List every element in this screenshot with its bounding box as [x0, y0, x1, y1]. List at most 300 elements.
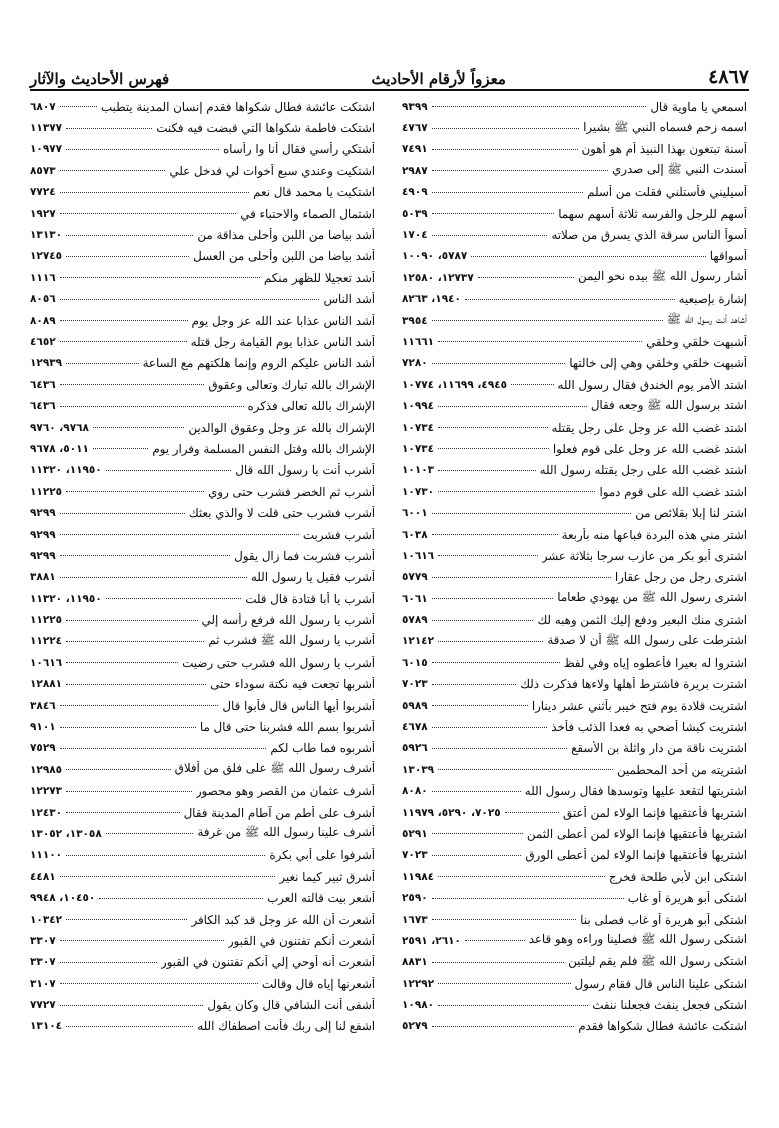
hadith-number: ٣٩٥٤ — [402, 314, 428, 327]
left-column — [30, 96, 375, 1037]
dot-leader — [438, 641, 543, 642]
index-entry — [30, 481, 375, 502]
index-entry — [30, 973, 375, 994]
dot-leader — [66, 662, 178, 663]
index-entry — [402, 866, 747, 887]
index-entry — [402, 609, 747, 630]
dot-leader — [66, 491, 204, 492]
hadith-incipit: أشد بياضا من اللبن وأحلى من العسل — [193, 249, 375, 264]
hadith-number: ١٢٧٤٥ — [30, 250, 63, 263]
index-entry — [402, 567, 747, 588]
index-entry — [30, 374, 375, 395]
hadith-number: ٩٢٩٩ — [30, 549, 56, 562]
index-entry — [402, 674, 747, 695]
hadith-incipit: اشتكت عائشة فطال شكواها فقدم إنسان المدينة يتطبب — [100, 99, 375, 114]
hadith-incipit: أشرب يا رسول الله ﷺ فشرب ثم — [208, 632, 375, 647]
dot-leader — [432, 235, 548, 236]
hadith-incipit: اشترى رسول الله ﷺ من يهودي طعاما — [557, 590, 747, 605]
index-entry — [402, 759, 747, 780]
dot-leader — [93, 448, 148, 449]
index-entry — [30, 139, 375, 160]
dot-leader — [505, 812, 559, 813]
section-title: معزواً لأرقام الأحاديث — [371, 70, 506, 88]
index-entry — [30, 460, 375, 481]
hadith-number: ١٢٨٨١ — [30, 678, 63, 691]
hadith-incipit: اشترت بريرة فاشترط أهلها ولاءها فذكرت ذلك — [520, 677, 747, 692]
hadith-number: ٤٩٤٥، ١١٦٩٩، ١٠٧٧٤ — [402, 378, 508, 391]
dot-leader — [66, 1026, 193, 1027]
hadith-number: ٧٧٢٧ — [30, 999, 56, 1012]
hadith-number: ١٠١٠٣ — [402, 464, 435, 477]
hadith-number: ٢٥٩٠ — [402, 892, 428, 905]
hadith-incipit: أشد تعجيلا للظهر منكم — [263, 270, 375, 285]
hadith-number: ٥٧٨٧، ١٠٠٩٠ — [402, 250, 468, 263]
hadith-incipit: أشار رسول الله ﷺ بيده نحو اليمن — [578, 269, 747, 284]
dot-leader — [438, 769, 613, 770]
dot-leader — [465, 940, 525, 941]
hadith-incipit: الإشراك بالله تعالى فذكره — [247, 399, 375, 414]
dot-leader — [60, 320, 188, 321]
dot-leader — [60, 962, 157, 963]
hadith-number: ١٧٠٤ — [402, 229, 428, 242]
hadith-incipit: أشبهت خلقي وخلقي — [646, 334, 747, 349]
hadith-number: ٨٥٧٣ — [30, 164, 56, 177]
hadith-incipit: اشتر لنا إبلا بقلائص من — [635, 506, 747, 521]
hadith-incipit: أشفى أنت الشافي قال وكان يقول — [207, 998, 375, 1013]
hadith-incipit: اشتكيت وعندي سبع أخوات لي فدخل علي — [169, 163, 375, 178]
hadith-incipit: أشاهد أنت رسول الله ﷺ — [666, 312, 747, 327]
index-entry — [30, 246, 375, 267]
index-entry — [30, 588, 375, 609]
dot-leader — [66, 812, 180, 813]
hadith-number: ١١٩٨٤ — [402, 870, 435, 883]
hadith-incipit: اشتروا له بعيرا فأعطوه إياه وفي لفظ — [563, 655, 747, 670]
dot-leader — [432, 833, 523, 834]
index-entry — [30, 609, 375, 630]
index-entry — [30, 631, 375, 652]
dot-leader — [432, 598, 554, 599]
index-entry — [402, 781, 747, 802]
hadith-incipit: اشتريت كبشا أضحي به فعدا الذئب فأخذ — [551, 720, 747, 735]
hadith-number: ١١٢٢٥ — [30, 614, 63, 627]
dot-leader — [432, 919, 577, 920]
hadith-number: ١١١٠٠ — [30, 849, 63, 862]
hadith-incipit: أشد الناس — [323, 292, 375, 307]
hadith-incipit: أشربها تجعت فيه نكتة سوداء حتى — [210, 677, 375, 692]
hadith-number: ٧٢٨٠ — [402, 357, 428, 370]
dot-leader — [438, 491, 595, 492]
hadith-number: ٤٧٦٧ — [402, 122, 428, 135]
hadith-number: ١٣١٠٤ — [30, 1020, 63, 1033]
hadith-number: ٤٦٥٢ — [30, 335, 56, 348]
hadith-incipit: الإشراك بالله وقتل النفس المسلمة وفرار يوم — [152, 441, 375, 456]
hadith-number: ١١١٦ — [30, 271, 56, 284]
hadith-incipit: اشتريت ناقة من دار واثلة بن الأسقع — [571, 741, 747, 756]
hadith-number: ١١٦٦١ — [402, 335, 435, 348]
dot-leader — [432, 898, 624, 899]
hadith-number: ١٠٩٩٤ — [402, 400, 435, 413]
hadith-number: ١١٢٢٥ — [30, 485, 63, 498]
hadith-incipit: اسمه زحم فسماه النبي ﷺ بشيرا — [583, 119, 747, 134]
index-entry — [30, 331, 375, 352]
dot-leader — [66, 684, 206, 685]
book-title: فهرس الأحاديث والآثار — [30, 70, 170, 88]
hadith-number: ٦٤٣٦ — [30, 378, 56, 391]
dot-leader — [471, 256, 705, 257]
hadith-incipit: اشتكى فجعل ينفث فجعلنا ننفث — [592, 998, 747, 1013]
hadith-incipit: أشرب يا رسول الله فشرب حتى رضيت — [182, 655, 375, 670]
hadith-incipit: أشعرنها إياه قال وقالت — [261, 976, 375, 991]
index-entry — [30, 395, 375, 416]
hadith-incipit: أشرب فشرب حتى قلت لا والذي بعثك — [188, 506, 375, 521]
hadith-incipit: اشتد غضب الله عز وجل على رجل يقتله — [551, 420, 747, 435]
hadith-number: ١٩٤٠، ٨٢٦٣ — [402, 293, 461, 306]
hadith-incipit: أشرفوا على أبي بكرة — [269, 848, 375, 863]
index-entry — [402, 139, 747, 160]
dot-leader — [60, 192, 250, 193]
hadith-number: ١٠٧٣٤ — [402, 442, 435, 455]
hadith-number: ٣٨٤٦ — [30, 699, 56, 712]
right-column — [402, 96, 747, 1037]
index-entry — [30, 716, 375, 737]
dot-leader — [60, 748, 267, 749]
dot-leader — [60, 106, 97, 107]
hadith-number: ١٣٠٣٩ — [402, 763, 435, 776]
hadith-number: ٥٧٧٩ — [402, 571, 428, 584]
dot-leader — [99, 898, 263, 899]
hadith-incipit: اشتد غضب الله على قوم دموا — [599, 484, 747, 499]
index-entry — [402, 417, 747, 438]
hadith-number: ١١٣٧٧ — [30, 122, 63, 135]
hadith-incipit: اشتكت عائشة فطال شكواها فقدم — [578, 1019, 747, 1034]
hadith-number: ٦٠١٥ — [402, 656, 428, 669]
index-entry — [402, 952, 747, 973]
dot-leader — [66, 363, 139, 364]
dot-leader — [432, 192, 583, 193]
hadith-number: ٥٢٧٩ — [402, 1020, 428, 1033]
dot-leader — [106, 470, 232, 471]
dot-leader — [438, 876, 605, 877]
hadith-incipit: اشترى منك البعير ودفع إليك الثمن وهبه لك — [537, 613, 747, 628]
index-entry — [30, 802, 375, 823]
index-entry — [402, 96, 747, 117]
hadith-incipit: أشعرت أنكم تفتنون في القبور — [227, 933, 375, 948]
hadith-incipit: أشرب يا رسول الله فرفع رأسه إلي — [201, 613, 375, 628]
hadith-number: ١١٩٥٠، ١١٣٢٠ — [30, 464, 102, 477]
index-entry — [402, 994, 747, 1015]
hadith-number: ٩٢٩٩ — [30, 528, 56, 541]
hadith-number: ١٠٦١٦ — [30, 656, 63, 669]
index-entry — [30, 1016, 375, 1037]
dot-leader — [432, 855, 522, 856]
hadith-incipit: أشد الناس عليكم الروم وإنما هلكتهم مع الساعة — [142, 356, 375, 371]
hadith-incipit: اسمعي يا ماوية قال — [650, 99, 747, 114]
dot-leader — [432, 128, 579, 129]
index-entry — [402, 695, 747, 716]
hadith-incipit: اشتمال الصماء والاحتباء في — [240, 206, 375, 221]
dot-leader — [60, 513, 185, 514]
dot-leader — [66, 769, 171, 770]
hadith-number: ٨٠٨٠ — [402, 785, 428, 798]
hadith-incipit: أشربوه فما طاب لكم — [270, 741, 375, 756]
index-entry — [30, 545, 375, 566]
hadith-number: ٨٨٣١ — [402, 956, 428, 969]
index-entry — [402, 460, 747, 481]
hadith-number: ١٠٧٣٤ — [402, 421, 435, 434]
index-entry — [402, 631, 747, 652]
index-entry — [30, 438, 375, 459]
hadith-number: ١٢٩٨٥ — [30, 763, 63, 776]
index-entry — [30, 224, 375, 245]
index-entry — [30, 952, 375, 973]
index-entry — [30, 117, 375, 138]
dot-leader — [60, 876, 276, 877]
dot-leader — [465, 299, 675, 300]
index-entry — [30, 759, 375, 780]
hadith-number: ٧٠٢٣ — [402, 849, 428, 862]
index-entry — [30, 310, 375, 331]
hadith-number: ٣١٠٧ — [30, 977, 56, 990]
hadith-incipit: أشد الناس عذابا عند الله عز وجل يوم — [191, 313, 375, 328]
hadith-incipit: اشتكى أبو هريرة أو غاب فصلى بنا — [580, 912, 747, 927]
hadith-number: ١٣١٣٠ — [30, 229, 63, 242]
dot-leader — [60, 213, 237, 214]
hadith-number: ٧٧٢٤ — [30, 186, 56, 199]
index-entry — [30, 652, 375, 673]
dot-leader — [432, 748, 568, 749]
hadith-incipit: اشتكى رسول الله ﷺ فلم يقم ليلتين — [568, 953, 747, 968]
hadith-incipit: اشفع لنا إلى ربك فأنت اصطفاك الله — [197, 1019, 375, 1034]
dot-leader — [478, 277, 574, 278]
hadith-incipit: أشرف على أطم من آطام المدينة فقال — [183, 805, 375, 820]
index-entry — [402, 802, 747, 823]
index-entry — [402, 738, 747, 759]
hadith-incipit: أشد بياضا من اللبن وأحلى مذاقة من — [197, 228, 375, 243]
index-entry — [402, 438, 747, 459]
dot-leader — [432, 620, 534, 621]
hadith-number: ٥٠١١، ٩٦٧٨ — [30, 442, 89, 455]
hadith-number: ١١٢٢٤ — [30, 635, 63, 648]
index-entry — [30, 823, 375, 844]
hadith-incipit: أسيليني فأستلني فقلت من أسلم — [587, 185, 747, 200]
hadith-number: ١٦٧٣ — [402, 913, 428, 926]
hadith-number: ٧٠٢٣ — [402, 678, 428, 691]
index-entry — [402, 182, 747, 203]
page-number: ٤٨٦٧ — [708, 66, 749, 88]
hadith-number: ١٠٧٣٠ — [402, 485, 435, 498]
index-entry — [402, 353, 747, 374]
hadith-number: ٣٨٨١ — [30, 571, 56, 584]
dot-leader — [60, 983, 258, 984]
dot-leader — [432, 684, 517, 685]
hadith-number: ٦٠٣٨ — [402, 528, 428, 541]
hadith-incipit: أسوأ الناس سرقة الذي يسرق من صلاته — [551, 228, 747, 243]
hadith-incipit: أشرف عثمان من القصر وهو محصور — [195, 784, 375, 799]
dot-leader — [432, 662, 560, 663]
index-entry — [30, 567, 375, 588]
hadith-incipit: أشعر بيت قالته العرب — [267, 891, 375, 906]
hadith-incipit: اشتكى ابن لأبي طلحة فخرج — [608, 869, 747, 884]
hadith-incipit: اشتكى أبو هريرة أو غاب — [627, 891, 747, 906]
dot-leader — [93, 427, 184, 428]
hadith-incipit: اشترى رجل من رجل عقارا — [614, 570, 747, 585]
hadith-number: ٦٠٠١ — [402, 507, 428, 520]
dot-leader — [106, 598, 242, 599]
hadith-number: ١٩٢٧ — [30, 207, 56, 220]
hadith-incipit: أشربوا أيها الناس قال فأبوا قال — [222, 698, 375, 713]
hadith-incipit: أشرق ثبير كيما نغير — [279, 869, 375, 884]
hadith-number: ٥٢٩١ — [402, 827, 428, 840]
index-entry — [402, 930, 747, 951]
hadith-number: ١٠٩٧٧ — [30, 143, 63, 156]
dot-leader — [432, 534, 558, 535]
hadith-number: ٨٠٨٩ — [30, 314, 56, 327]
hadith-incipit: اشتريتها لتقعد عليها وتوسدها فقال رسول الله — [524, 784, 747, 799]
dot-leader — [432, 727, 548, 728]
dot-leader — [60, 170, 166, 171]
page-header — [30, 62, 749, 88]
hadith-number: ٨٠٥٦ — [30, 293, 56, 306]
hadith-number: ٥٩٨٩ — [402, 699, 428, 712]
dot-leader — [66, 919, 187, 920]
dot-leader — [66, 620, 197, 621]
dot-leader — [432, 149, 578, 150]
dot-leader — [60, 727, 196, 728]
dot-leader — [432, 705, 528, 706]
hadith-incipit: أسواقها — [709, 249, 747, 264]
hadith-incipit: إشارة بإصبعيه — [678, 292, 747, 307]
hadith-incipit: اشترطت على رسول الله ﷺ أن لا صدقة — [547, 632, 747, 647]
hadith-incipit: اشتد غضب الله على رجل يقتله رسول الله — [539, 463, 747, 478]
index-entry — [402, 502, 747, 523]
index-entry — [30, 502, 375, 523]
hadith-number: ٥٩٢٦ — [402, 742, 428, 755]
hadith-number: ١٠٩٨٠ — [402, 999, 435, 1012]
index-entry — [402, 588, 747, 609]
index-entry — [402, 481, 747, 502]
hadith-incipit: أشرب فشربت فما زال يقول — [234, 548, 375, 563]
hadith-incipit: اشتكى رسول الله ﷺ فصلينا وراءه وهو قاعد — [528, 932, 747, 947]
hadith-incipit: أشبهت خلقي وخلقي وهي إلى خالتها — [569, 356, 747, 371]
hadith-number: ٤٩٠٩ — [402, 186, 428, 199]
hadith-number: ٢٩٨٧ — [402, 164, 428, 177]
dot-leader — [60, 341, 187, 342]
hadith-incipit: اشتكى علينا الناس قال فقام رسول — [574, 976, 747, 991]
hadith-incipit: اشتد برسول الله ﷺ وجعه فقال — [590, 397, 747, 412]
hadith-number: ٥٠٣٩ — [402, 207, 428, 220]
index-entry — [30, 182, 375, 203]
hadith-number: ٩٣٩٩ — [402, 100, 428, 113]
hadith-incipit: أشرب فشربت — [302, 527, 375, 542]
dot-leader — [60, 555, 231, 556]
index-entry — [402, 267, 747, 288]
index-entry — [402, 887, 747, 908]
dot-leader — [60, 384, 205, 385]
index-entry — [30, 887, 375, 908]
dot-leader — [66, 791, 192, 792]
index-entry — [30, 674, 375, 695]
dot-leader — [432, 513, 631, 514]
index-entry — [30, 738, 375, 759]
hadith-incipit: اشتد غضب الله عز وجل على قوم فعلوا — [552, 441, 747, 456]
hadith-incipit: اشتكيت يا محمد قال نعم — [253, 185, 375, 200]
index-entry — [30, 160, 375, 181]
dot-leader — [511, 384, 554, 385]
hadith-number: ٥٧٨٩ — [402, 614, 428, 627]
hadith-number: ٤٤٨١ — [30, 870, 56, 883]
dot-leader — [432, 962, 565, 963]
hadith-incipit: اشتريها فأعتقيها فإنما الولاء لمن أعطى الورق — [525, 848, 747, 863]
index-entry — [402, 203, 747, 224]
index-entry — [402, 909, 747, 930]
hadith-number: ٣٣٠٧ — [30, 956, 56, 969]
dot-leader — [66, 641, 204, 642]
hadith-number: ١٢١٤٢ — [402, 635, 435, 648]
hadith-number: ١٢٢٩٢ — [402, 977, 435, 990]
index-entry — [402, 224, 747, 245]
hadith-incipit: أشرب يا أبا قتادة قال قلت — [245, 591, 375, 606]
index-entry — [402, 246, 747, 267]
dot-leader — [432, 213, 555, 214]
dot-leader — [66, 128, 152, 129]
dot-leader — [438, 448, 549, 449]
header-rule — [30, 89, 749, 91]
dot-leader — [60, 705, 219, 706]
index-entry — [402, 160, 747, 181]
hadith-incipit: أشعرت أن الله عز وجل قد كبد الكافر — [191, 912, 375, 927]
hadith-incipit: أشرب أنت يا رسول الله قال — [235, 463, 375, 478]
hadith-incipit: اشتريته من أحد المحطمين — [616, 762, 747, 777]
hadith-incipit: أشد الناس عذابا يوم القيامة رجل قتله — [190, 334, 375, 349]
hadith-number: ١٢٢٧٣ — [30, 785, 63, 798]
hadith-number: ٩١٠١ — [30, 721, 56, 734]
hadith-number: ١٢٩٣٩ — [30, 357, 63, 370]
index-entry — [30, 96, 375, 117]
hadith-number: ٤٦٧٨ — [402, 721, 428, 734]
dot-leader — [66, 235, 193, 236]
hadith-number: ٧٥٢٩ — [30, 742, 56, 755]
hadith-incipit: اشتكت فاطمة شكواها التي قبضت فيه فكنت — [156, 121, 375, 136]
dot-leader — [66, 149, 219, 150]
index-entry — [402, 117, 747, 138]
hadith-number: ١٠٣٤٢ — [30, 913, 63, 926]
hadith-number: ١٢٤٣٠ — [30, 806, 63, 819]
dot-leader — [438, 470, 536, 471]
hadith-number: ٦٠٦١ — [402, 592, 428, 605]
index-entry — [402, 524, 747, 545]
hadith-number: ١١٩٥٠، ١١٣٢٠ — [30, 592, 102, 605]
hadith-incipit: أسهم للرجل والفرسه ثلاثة أسهم سهما — [558, 206, 747, 221]
index-entry — [30, 203, 375, 224]
index-entry — [30, 909, 375, 930]
dot-leader — [432, 363, 566, 364]
index-entry — [402, 823, 747, 844]
index-entry — [30, 930, 375, 951]
hadith-number: ٩٢٩٩ — [30, 507, 56, 520]
index-entry — [402, 545, 747, 566]
index-entry — [30, 781, 375, 802]
hadith-incipit: الإشراك بالله تبارك وتعالى وعقوق — [208, 377, 375, 392]
index-entry — [30, 866, 375, 887]
dot-leader — [438, 983, 570, 984]
dot-leader — [432, 577, 611, 578]
index-entry — [402, 1016, 747, 1037]
index-entry — [30, 845, 375, 866]
hadith-number: ٦٨٠٧ — [30, 100, 56, 113]
hadith-number: ٩٧٦٨، ٩٧٦٠ — [30, 421, 89, 434]
hadith-incipit: اشترى أبو بكر من عازب سرجا بثلاثة عشر — [541, 548, 747, 563]
dot-leader — [60, 1005, 204, 1006]
